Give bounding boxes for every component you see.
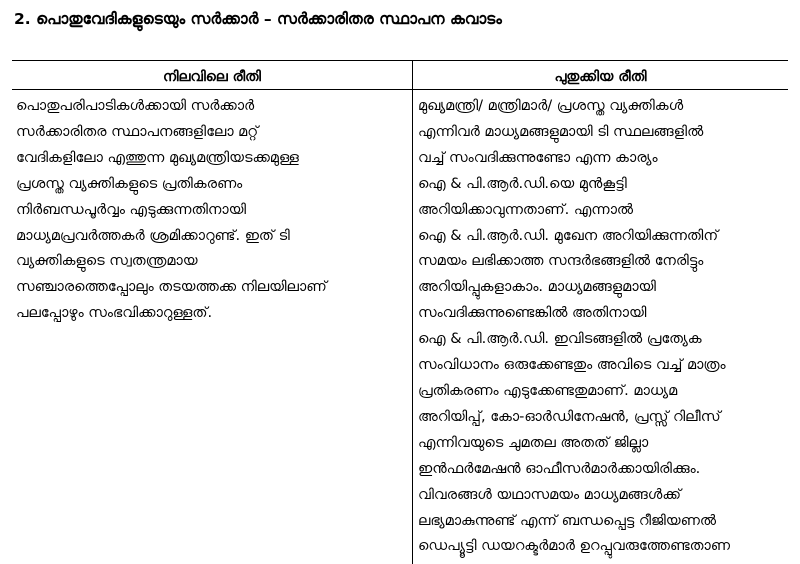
revised-method-line: അറിയിപ്പുകളാകാം. മാധ്യമങ്ങളുമായി	[418, 279, 656, 296]
revised-method-line: പ്രതികരണം എടുക്കേണ്ടതുമാണ്. മാധ്യമ	[418, 382, 678, 399]
current-method-line: മാധ്യമപ്രവർത്തകർ ശ്രമിക്കാറുണ്ട്. ഇത് ടി	[16, 227, 290, 244]
current-method-line: വേദികളിലോ എത്തുന്ന മുഖ്യമന്ത്രിയടക്കമുള്ള	[16, 149, 299, 166]
current-method-line: നിർബന്ധപൂർവ്വം എടുക്കുന്നതിനായി	[16, 201, 247, 218]
revised-method-line: അറിയിപ്പ്, കോ-ഓർഡിനേഷൻ, പ്രസ്സ് റിലീസ്	[418, 408, 721, 425]
current-method-line: പലപ്പോഴും സംഭവിക്കാറുള്ളത്.	[16, 305, 213, 322]
section-heading: 2. പൊതുവേദികളുടെയും സർക്കാർ – സർക്കാരിതര സ്ഥാപന കവാടം	[14, 10, 502, 28]
revised-method-line: മുഖ്യമന്ത്രി/ മന്ത്രിമാർ/ പ്രശസ്ത വ്യക്തികൾ	[418, 98, 684, 114]
revised-method-line: ഡെപ്യൂട്ടി ഡയറക്ടർമാർ ഉറപ്പുവരുത്തേണ്ടതാണ	[418, 538, 730, 555]
current-method-cell	[16, 94, 327, 327]
revised-method-line: അറിയിക്കാവുന്നതാണ്. എന്നാൽ	[418, 201, 634, 218]
current-method-line: വ്യക്തികളുടെ സ്വതന്ത്രമായ	[16, 253, 198, 270]
revised-method-line: വിവരങ്ങൾ യഥാസമയം മാധ്യമങ്ങൾക്ക്	[418, 486, 681, 503]
revised-method-line: ഐ & പി.ആർ.ഡി.യെ മുൻകൂട്ടി	[418, 175, 627, 192]
current-method-line: പ്രശസ്ത വ്യക്തികളുടെ പ്രതികരണം	[16, 175, 243, 192]
revised-method-line: സമയം ലഭിക്കാത്ത സന്ദർഭങ്ങളിൽ നേരിട്ടും	[418, 253, 704, 270]
header-revised-method: പുതുക്കിയ രീതി	[554, 69, 647, 85]
revised-method-line: എന്നിവർ മാധ്യമങ്ങളുമായി ടി സ്ഥലങ്ങളിൽ	[418, 123, 704, 140]
revised-method-line: സംവദിക്കുന്നുണ്ടെങ്കിൽ അതിനായി	[418, 305, 647, 322]
revised-method-line: ഐ & പി.ആർ.ഡി. മുഖേന അറിയിക്കുന്നതിന്	[418, 227, 719, 244]
revised-method-cell	[418, 94, 730, 560]
revised-method-line: ഇൻഫർമേഷൻ ഓഫീസർമാർക്കായിരിക്കും.	[418, 460, 701, 477]
current-method-line: സർക്കാരിതര സ്ഥാപനങ്ങളിലോ മറ്റ്	[16, 123, 259, 140]
revised-method-line: വച്ച് സംവദിക്കുന്നുണ്ടോ എന്ന കാര്യം	[418, 149, 658, 166]
table-header-divider	[12, 89, 788, 90]
header-current-method: നിലവിലെ രീതി	[163, 69, 261, 85]
revised-method-line: ലഭ്യമാകുന്നുണ്ട് എന്ന് ബന്ധപ്പെട്ട റീജിയണൽ	[418, 512, 716, 529]
current-method-line: പൊതുപരിപാടികൾക്കായി സർക്കാർ	[16, 98, 255, 114]
revised-method-line: എന്നിവയുടെ ചുമതല അതത് ജില്ലാ	[418, 434, 649, 451]
revised-method-line: ഐ & പി.ആർ.ഡി. ഇവിടങ്ങളിൽ പ്രത്യേക	[418, 331, 702, 348]
revised-method-line: സംവിധാനം ഒരുക്കേണ്ടതും അവിടെ വച്ച് മാത്രം	[418, 357, 726, 374]
table-top-border	[12, 60, 788, 61]
table-column-divider	[412, 60, 413, 564]
current-method-line: സഞ്ചാരത്തെപ്പോലും തടയത്തക്ക നിലയിലാണ്	[16, 279, 327, 296]
